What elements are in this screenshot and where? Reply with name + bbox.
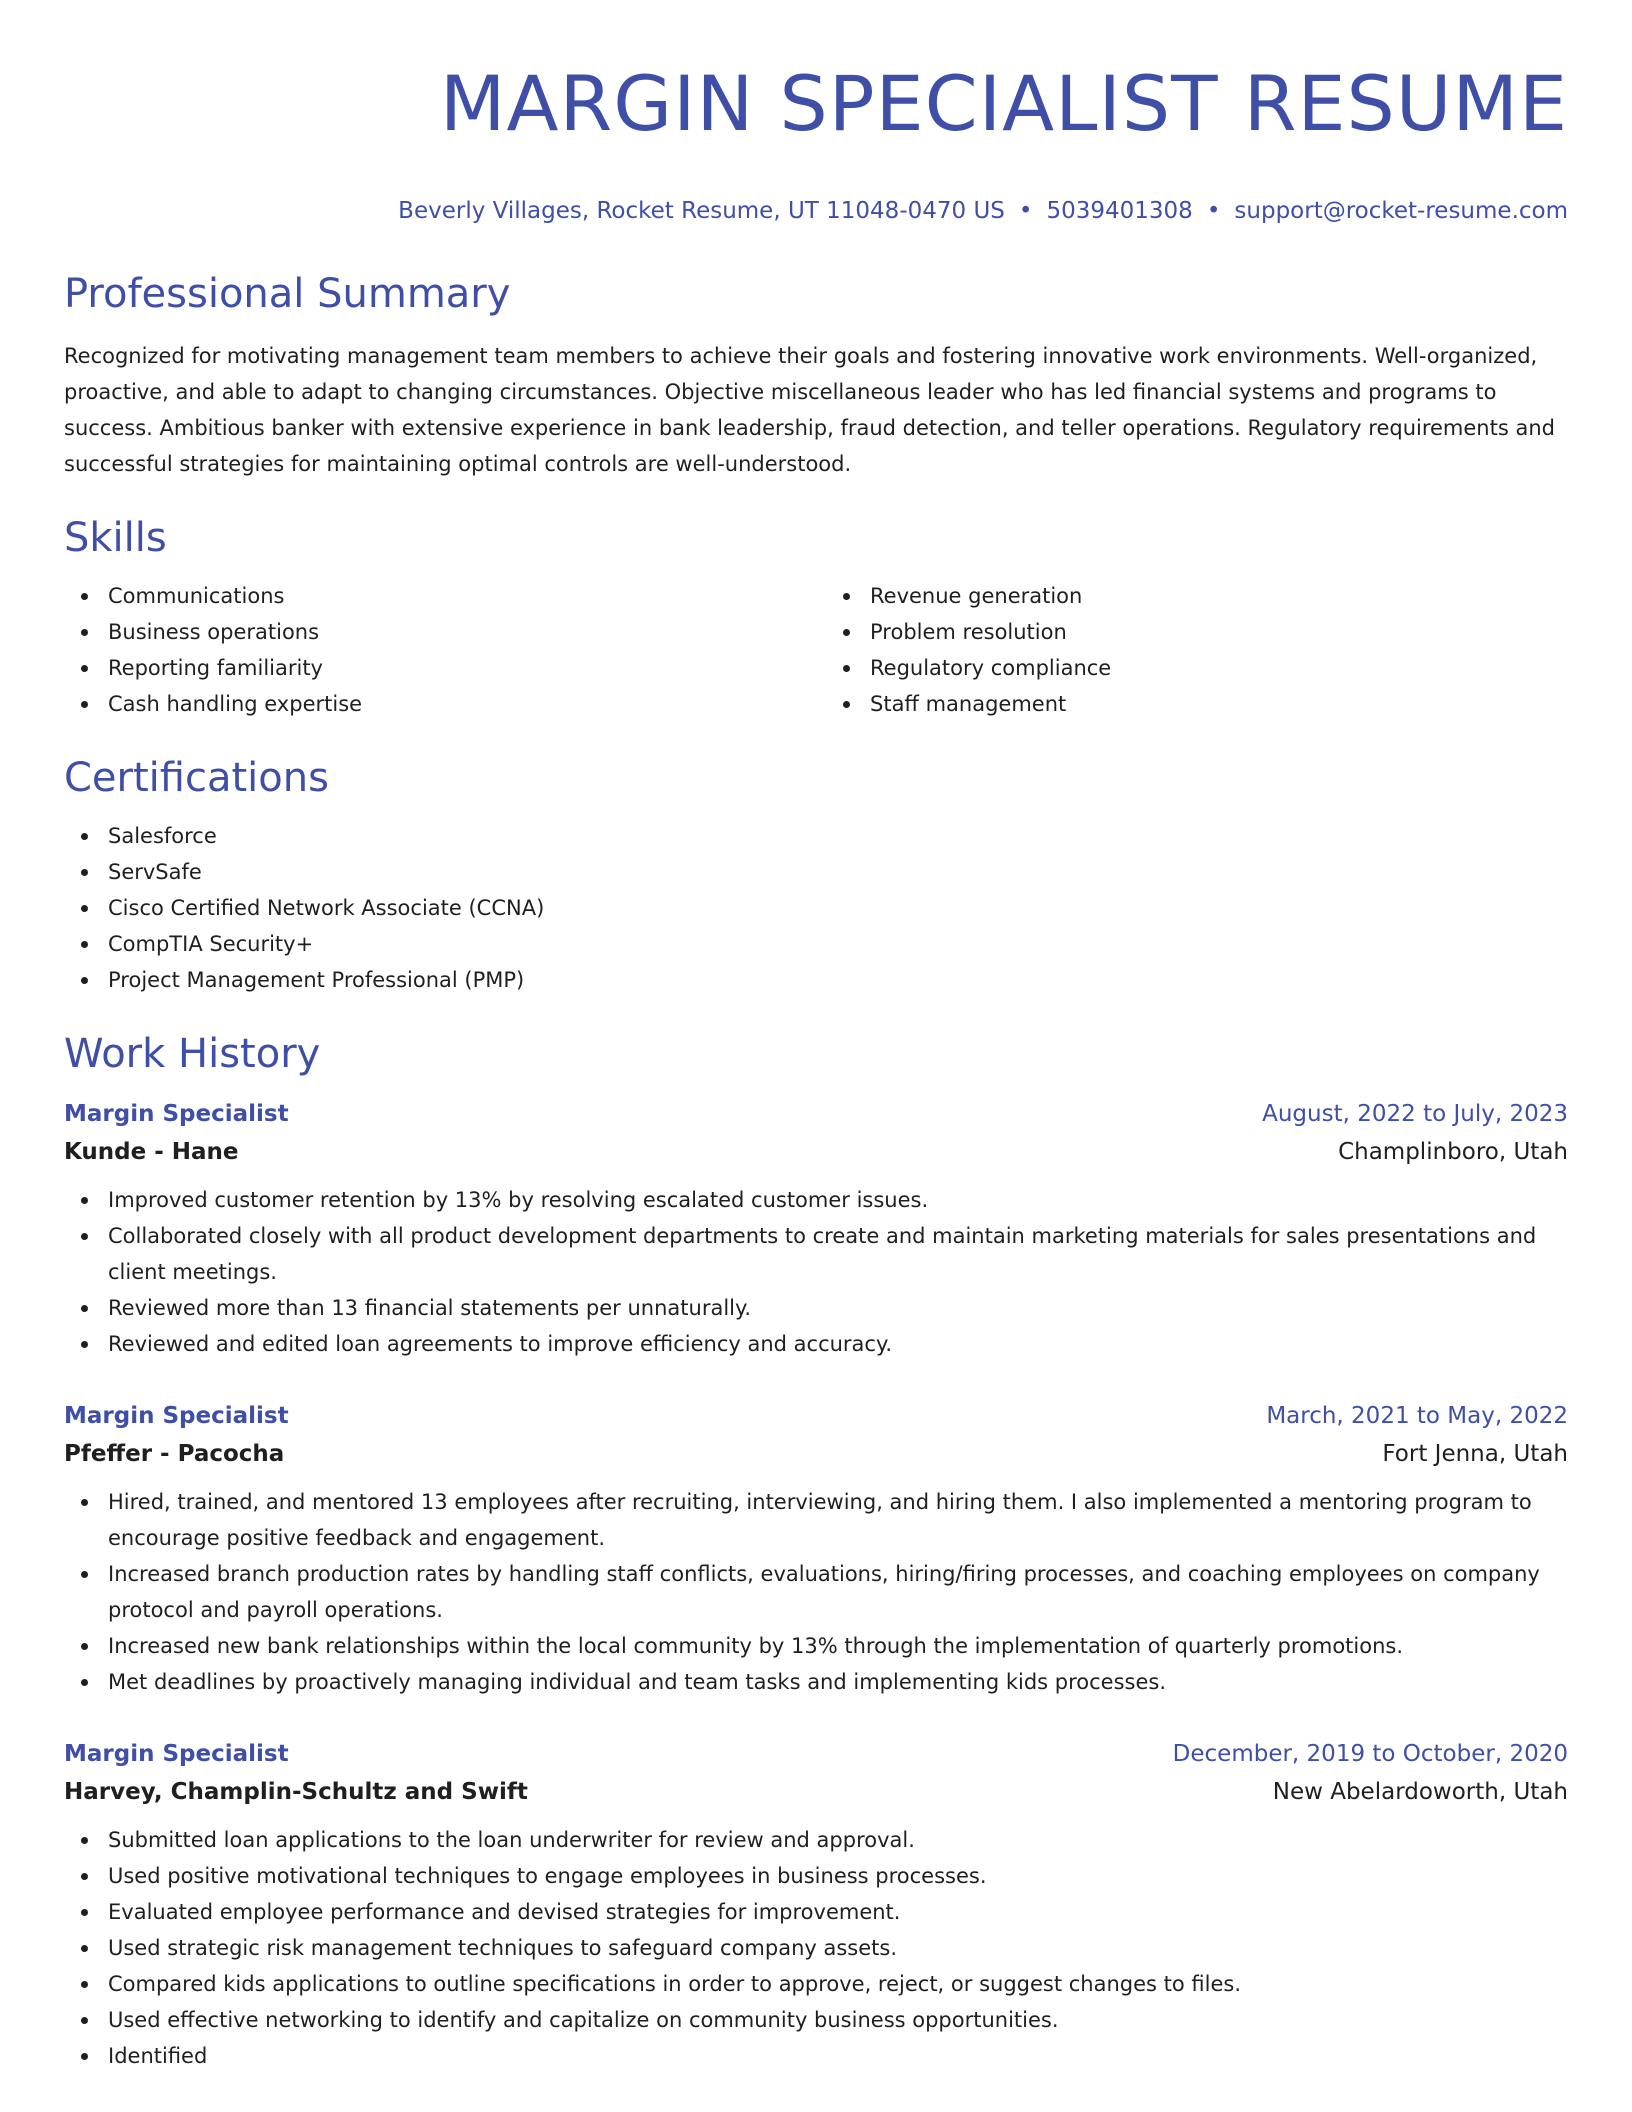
job-bullets [64,1182,1568,1362]
contact-email: support@rocket-resume.com [1234,198,1568,224]
job-header-row [64,1736,1568,1772]
job-bullet: Increased branch production rates by handling staff conflicts, evaluations, hiring/firing processes, and coaching employees on company protocol and payroll operations. [64,1556,1568,1628]
certification-item: Cisco Certified Network Associate (CCNA) [64,890,1568,926]
job-company: Harvey, Champlin-Schultz and Swift [64,1779,528,1805]
summary-heading: Professional Summary [64,271,511,317]
skill-item: Regulatory compliance [826,650,1568,686]
job-bullet: Reviewed and edited loan agreements to improve efficiency and accuracy. [64,1326,1568,1362]
certification-item: CompTIA Security+ [64,926,1568,962]
job-location: New Abelardoworth, Utah [1272,1779,1568,1805]
job-company-row [64,1132,1568,1172]
job-bullet: Compared kids applications to outline specifications in order to approve, reject, or suggest changes to files. [64,1966,1568,2002]
job-bullets [64,1484,1568,1700]
job-bullets [64,1822,1568,2074]
job-bullet: Improved customer retention by 13% by resolving escalated customer issues. [64,1182,1568,1218]
job-entry [64,1398,1568,1700]
job-entry [64,1736,1568,2074]
job-bullet: Reviewed more than 13 financial statements per unnaturally. [64,1290,1568,1326]
contact-line [64,196,1568,226]
certifications-list [64,818,1568,998]
skill-item: Cash handling expertise [64,686,806,722]
skill-item: Revenue generation [826,578,1568,614]
job-bullet: Used effective networking to identify and capitalize on community business opportunities. [64,2002,1568,2038]
skill-item: Communications [64,578,806,614]
certification-item: Project Management Professional (PMP) [64,962,1568,998]
skills-heading: Skills [64,515,167,561]
job-bullet: Increased new bank relationships within the local community by 13% through the implementation of quarterly promotions. [64,1628,1568,1664]
skill-item: Business operations [64,614,806,650]
contact-address: Beverly Villages, Rocket Resume, UT 11048-0470 US [398,198,1005,224]
job-title: Margin Specialist [64,1403,289,1429]
job-location: Champlinboro, Utah [1338,1139,1568,1165]
job-entry [64,1096,1568,1362]
summary-text: Recognized for motivating management team members to achieve their goals and fostering innovative work environments. Well-organized, proactive, and able to adapt to changing circumstances. Objective miscellaneous leader who has led financial systems and programs to success. Ambitious banker with extensive experience in bank leadership, fraud detection, and teller operations. Regulatory requirements and successful strategies for maintaining optimal controls are well-understood. [64,344,1555,476]
job-dates: March, 2021 to May, 2022 [1266,1403,1568,1429]
job-bullet: Used positive motivational techniques to engage employees in business processes. [64,1858,1568,1894]
certification-item: ServSafe [64,854,1568,890]
skills-list-right [826,578,1568,722]
job-bullet: Submitted loan applications to the loan underwriter for review and approval. [64,1822,1568,1858]
contact-separator: • [1018,198,1033,224]
job-bullet: Used strategic risk management techniques to safeguard company assets. [64,1930,1568,1966]
certifications-heading: Certifications [64,755,329,801]
job-header-row [64,1398,1568,1434]
job-company-row [64,1772,1568,1812]
skills-list-left [64,578,806,722]
job-header-row [64,1096,1568,1132]
job-title: Margin Specialist [64,1741,289,1767]
skill-item: Reporting familiarity [64,650,806,686]
job-title: Margin Specialist [64,1101,289,1127]
work-history-heading: Work History [64,1031,321,1077]
skill-item: Staff management [826,686,1568,722]
job-bullet: Identified [64,2038,1568,2074]
job-bullet: Met deadlines by proactively managing individual and team tasks and implementing kids processes. [64,1664,1568,1700]
job-bullet: Evaluated employee performance and devised strategies for improvement. [64,1894,1568,1930]
contact-phone: 5039401308 [1046,198,1193,224]
job-bullet: Collaborated closely with all product development departments to create and maintain marketing materials for sales presentations and client meetings. [64,1218,1568,1290]
job-company: Pfeffer - Pacocha [64,1441,285,1467]
skill-item: Problem resolution [826,614,1568,650]
job-location: Fort Jenna, Utah [1382,1441,1568,1467]
job-dates: August, 2022 to July, 2023 [1262,1101,1568,1127]
job-company: Kunde - Hane [64,1139,239,1165]
resume-page [64,0,1568,2074]
job-company-row [64,1434,1568,1474]
skills-grid [64,578,1568,722]
resume-title: MARGIN SPECIALIST RESUME [439,59,1568,148]
contact-separator: • [1206,198,1221,224]
job-bullet: Hired, trained, and mentored 13 employees after recruiting, interviewing, and hiring them. I also implemented a mentoring program to encourage positive feedback and engagement. [64,1484,1568,1556]
certification-item: Salesforce [64,818,1568,854]
job-dates: December, 2019 to October, 2020 [1172,1741,1568,1767]
